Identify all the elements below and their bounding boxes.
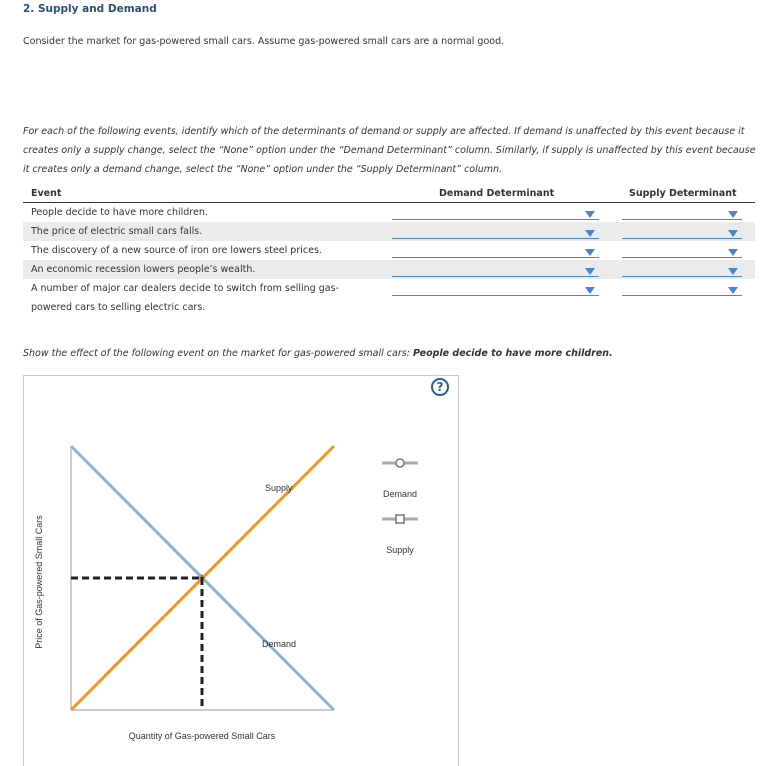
- equilibrium-marker-icon[interactable]: +: [198, 572, 206, 584]
- header-demand-determinant: Demand Determinant: [439, 188, 555, 199]
- instructions-text: For each of the following events, identify which of the determinants of demand or supply are affected. If demand is unaffected by this event because it creates only a supply change, select the “None” option under the “Demand Determinant” column. Similarly, if supply is unaffected by this event because it creates only a demand change, select the “None” option under the “Supply Determinant” column.: [23, 126, 756, 175]
- supply-tool-square-icon: [396, 515, 404, 523]
- event-text: A number of major car dealers decide to switch from selling gas-powered cars to selling electric cars.: [31, 283, 339, 313]
- graph-question-event: People decide to have more children.: [412, 348, 613, 359]
- event-text: The discovery of a new source of iron ore lowers steel prices.: [31, 245, 322, 256]
- intro-text: Consider the market for gas-powered small cars. Assume gas-powered small cars are a normal good.: [23, 36, 505, 47]
- header-supply-determinant: Supply Determinant: [629, 188, 737, 199]
- graph-question-prefix: Show the effect of the following event on the market for gas-powered small cars:: [23, 348, 410, 359]
- supply-curve-label: Supply: [265, 483, 293, 493]
- demand-curve-label: Demand: [262, 639, 297, 649]
- event-text: An economic recession lowers people’s wealth.: [31, 264, 256, 275]
- y-axis-label: Price of Gas-powered Small Cars: [34, 515, 44, 649]
- x-axis-label: Quantity of Gas-powered Small Cars: [128, 731, 276, 741]
- legend-demand-label: Demand: [382, 489, 418, 499]
- demand-tool[interactable]: [382, 459, 418, 499]
- event-text: People decide to have more children.: [31, 207, 208, 218]
- header-event: Event: [31, 188, 62, 199]
- supply-tool[interactable]: [382, 515, 418, 555]
- question-title: 2. Supply and Demand: [23, 3, 157, 15]
- legend-supply-label: Supply: [386, 545, 414, 555]
- event-text: The price of electric small cars falls.: [31, 226, 203, 237]
- help-button[interactable]: ?: [431, 378, 449, 396]
- demand-tool-circle-icon: [396, 459, 404, 467]
